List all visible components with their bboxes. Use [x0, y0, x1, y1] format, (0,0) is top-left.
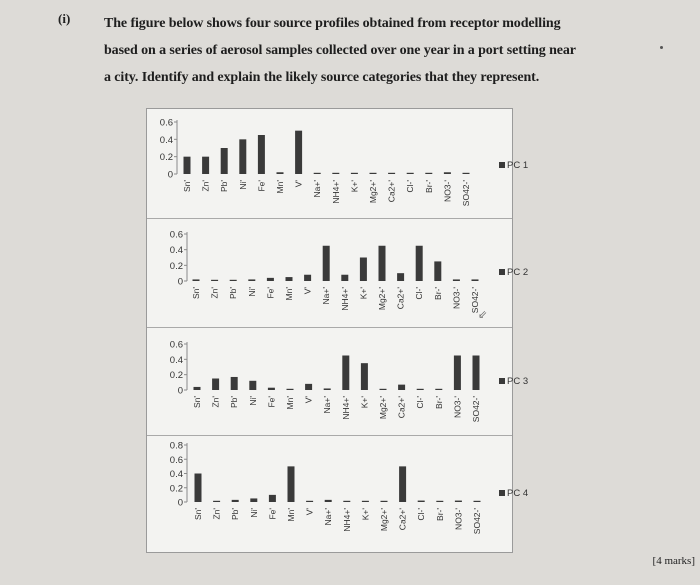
category-label: Zn' [200, 180, 211, 192]
bar-1-0 [184, 157, 191, 174]
bar-3-3 [249, 381, 256, 390]
category-label: Cl-' [415, 396, 426, 409]
question-text [104, 10, 624, 91]
bar-1-11 [388, 173, 395, 174]
y-tick-label: 0.2 [169, 370, 183, 382]
category-label: Mg2+' [379, 508, 389, 532]
bar-4-14 [455, 501, 462, 502]
y-tick-label: 0 [167, 169, 173, 181]
category-label: Pb' [219, 180, 230, 193]
category-label: Zn' [209, 287, 220, 299]
mouse-cursor-icon: ⇙ [478, 309, 488, 321]
bar-3-9 [361, 363, 368, 390]
category-label: Br-' [433, 396, 444, 409]
profile-chart-4 [147, 435, 529, 553]
bar-2-8 [341, 275, 348, 281]
category-label: SO42-' [461, 180, 471, 207]
category-label: Fe' [266, 396, 277, 408]
category-label: Mn' [284, 287, 294, 301]
y-tick-label: 0.6 [169, 339, 183, 351]
category-label: Sn' [182, 180, 192, 193]
category-label: Ca2+' [395, 287, 406, 310]
bar-2-6 [304, 275, 311, 281]
category-label: SO42-' [471, 396, 481, 423]
profile-chart-2 [147, 218, 529, 327]
bar-2-0 [193, 279, 200, 281]
category-label: V' [302, 287, 313, 295]
category-label: NH4+' [340, 396, 351, 420]
category-label: K+' [360, 508, 371, 521]
category-label: V' [304, 508, 315, 516]
bar-2-1 [211, 280, 218, 281]
category-label: Mg2+' [368, 180, 378, 204]
category-label: Pb' [229, 396, 240, 409]
category-label: Pb' [230, 508, 241, 521]
category-label: Zn' [211, 508, 222, 520]
category-label: Na+' [312, 180, 323, 198]
category-label: Na+' [322, 396, 333, 414]
profile-chart-3 [147, 327, 529, 435]
marks-allocation: [4 marks] [652, 555, 695, 567]
bar-3-13 [435, 389, 442, 390]
bar-1-6 [295, 131, 302, 174]
category-label: Br-' [434, 508, 445, 521]
legend-swatch [499, 162, 505, 168]
category-label: Na+' [321, 287, 332, 305]
bar-4-10 [381, 501, 388, 502]
y-tick-label: 0.2 [159, 152, 173, 164]
bar-3-2 [231, 377, 238, 390]
bar-3-11 [398, 385, 405, 390]
bar-4-1 [213, 501, 220, 502]
category-label: NO3-' [452, 396, 463, 418]
bar-3-7 [324, 388, 331, 390]
category-label: Cl-' [416, 508, 427, 521]
category-label: Ca2+' [397, 508, 408, 531]
category-label: Pb' [228, 287, 239, 300]
bar-1-10 [370, 173, 377, 174]
category-label: SO42-' [472, 508, 482, 535]
question-number: (i) [58, 11, 71, 26]
bar-3-12 [417, 389, 424, 390]
y-tick-label: 0.2 [169, 483, 183, 495]
bar-2-7 [323, 246, 330, 281]
bar-2-4 [267, 278, 274, 281]
bar-2-3 [248, 279, 255, 281]
legend-swatch [499, 490, 505, 496]
bar-2-13 [434, 261, 441, 281]
y-tick-label: 0.6 [169, 454, 183, 466]
category-label: K+' [359, 396, 370, 409]
question-line: based on a series of aerosol samples collected over one year in a port setting near [104, 43, 576, 58]
bar-1-7 [314, 173, 321, 174]
bar-4-11 [399, 466, 406, 502]
y-tick-label: 0.6 [159, 117, 173, 129]
bar-3-1 [212, 379, 219, 391]
category-label: NO3-' [451, 287, 462, 309]
category-label: V' [303, 396, 314, 404]
bar-1-3 [239, 139, 246, 174]
category-label: Zn' [210, 396, 221, 408]
category-label: V' [293, 180, 304, 188]
bar-2-11 [397, 273, 404, 281]
category-label: Ni' [247, 396, 258, 406]
y-tick-label: 0.4 [169, 469, 183, 480]
category-label: Sn' [193, 508, 203, 521]
bar-2-14 [453, 279, 460, 281]
bar-2-5 [286, 277, 293, 281]
category-label: SO42-' [470, 287, 480, 314]
category-label: Mg2+' [378, 396, 388, 420]
bar-2-2 [230, 280, 237, 281]
bar-2-9 [360, 258, 367, 282]
bar-1-12 [407, 173, 414, 174]
category-label: K+' [349, 180, 360, 193]
legend-swatch [499, 378, 505, 384]
y-tick-label: 0.6 [169, 229, 183, 241]
category-label: Cl-' [414, 287, 425, 300]
category-label: Cl-' [405, 180, 416, 193]
source-profiles-figure [146, 108, 529, 553]
legend-swatch [499, 269, 505, 275]
bar-4-5 [288, 466, 295, 502]
y-tick-label: 0.4 [159, 134, 173, 146]
category-label: Mg2+' [377, 287, 387, 311]
y-tick-label: 0 [177, 497, 183, 509]
category-label: Br-' [432, 287, 443, 300]
bar-4-7 [325, 500, 332, 502]
category-label: Mn' [275, 180, 285, 194]
category-label: NO3-' [442, 180, 453, 202]
bar-4-9 [362, 501, 369, 502]
bar-2-10 [379, 246, 386, 281]
question-line: a city. Identify and explain the likely source categories that they represent. [104, 70, 540, 85]
bar-2-15 [472, 279, 479, 281]
bar-3-14 [454, 356, 461, 391]
bar-1-9 [351, 173, 358, 174]
category-label: Ca2+' [396, 396, 407, 419]
bar-4-4 [269, 495, 276, 502]
category-label: Br-' [423, 180, 434, 193]
bar-2-12 [416, 246, 423, 281]
category-label: Ni' [246, 287, 257, 297]
category-label: NH4+' [330, 180, 341, 204]
y-tick-label: 0.4 [169, 245, 183, 257]
legend-label: PC 4 [507, 488, 529, 499]
bar-1-2 [221, 148, 228, 174]
bar-3-10 [380, 389, 387, 390]
bar-4-8 [343, 501, 350, 502]
bar-1-13 [425, 173, 432, 174]
category-label: Mn' [285, 396, 295, 410]
bar-1-8 [332, 173, 339, 174]
bar-3-6 [305, 384, 312, 390]
category-label: NO3-' [453, 508, 464, 530]
bar-1-14 [444, 172, 451, 174]
question-line: The figure below shows four source profiles obtained from receptor modelling [104, 16, 561, 31]
profile-chart-1 [147, 109, 529, 218]
category-label: NH4+' [341, 508, 352, 532]
category-label: Mn' [286, 508, 296, 522]
category-label: K+' [358, 287, 369, 300]
category-label: Fe' [256, 180, 267, 192]
bar-4-3 [250, 498, 257, 502]
bar-4-6 [306, 501, 313, 502]
y-tick-label: 0.2 [169, 260, 183, 272]
bar-4-0 [195, 474, 202, 503]
bar-1-15 [463, 173, 470, 174]
bar-1-1 [202, 157, 209, 174]
y-tick-label: 0 [177, 385, 183, 397]
legend-label: PC 1 [507, 160, 529, 171]
bar-1-4 [258, 135, 265, 174]
bar-3-5 [287, 389, 294, 390]
category-label: Ca2+' [386, 180, 397, 203]
bar-3-0 [194, 387, 201, 390]
bar-4-12 [418, 501, 425, 502]
bar-4-15 [474, 501, 481, 502]
bar-4-13 [436, 501, 443, 502]
category-label: NH4+' [339, 287, 350, 311]
legend-label: PC 3 [507, 376, 529, 387]
category-label: Fe' [265, 287, 276, 299]
y-tick-label: 0.4 [169, 354, 183, 366]
legend-label: PC 2 [507, 267, 529, 278]
category-label: Sn' [192, 396, 202, 409]
category-label: Sn' [191, 287, 201, 300]
category-label: Ni' [248, 508, 259, 518]
category-label: Na+' [323, 508, 334, 526]
bar-3-8 [342, 356, 349, 391]
bar-3-4 [268, 388, 275, 390]
page-speck [660, 46, 663, 49]
category-label: Fe' [267, 508, 278, 520]
y-tick-label: 0 [177, 276, 183, 288]
category-label: Ni' [237, 180, 248, 190]
bar-3-15 [473, 356, 480, 391]
bar-4-2 [232, 500, 239, 502]
y-tick-label: 0.8 [169, 440, 183, 452]
bar-1-5 [277, 172, 284, 174]
